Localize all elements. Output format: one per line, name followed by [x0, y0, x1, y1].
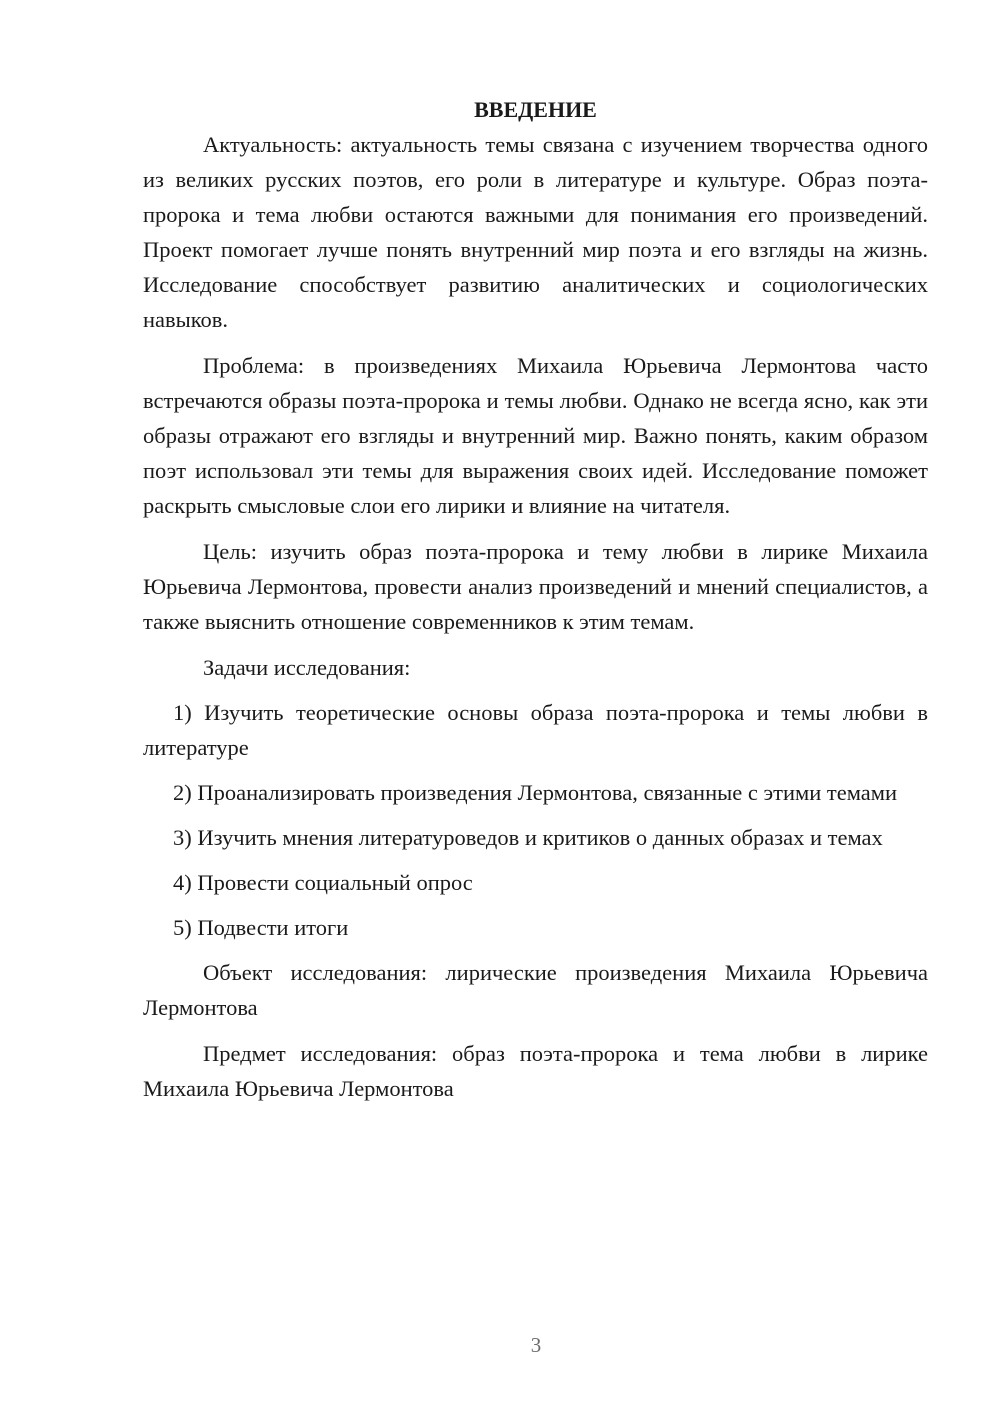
object-paragraph: Объект исследования: лирические произведения Михаила Юрьевича Лермонтова	[143, 960, 928, 1020]
goal-paragraph: Цель: изучить образ поэта-пророка и тему любви в лирике Михаила Юрьевича Лермонтова, провести анализ произведений и мнений специалистов, а также выяснить отношение современников к этим темам.	[143, 539, 928, 634]
task-item-5: 5) Подвести итоги	[173, 915, 349, 940]
task-item-3: 3) Изучить мнения литературоведов и критиков о данных образах и темах	[173, 825, 883, 850]
section-heading: ВВЕДЕНИЕ	[474, 97, 597, 122]
subject-paragraph: Предмет исследования: образ поэта-пророка и тема любви в лирике Михаила Юрьевича Лермонтова	[143, 1041, 928, 1101]
tasks-label: Задачи исследования:	[203, 655, 411, 680]
tasks-list	[143, 695, 928, 945]
task-item-2: 2) Проанализировать произведения Лермонтова, связанные с этими темами	[173, 780, 898, 805]
problem-paragraph: Проблема: в произведениях Михаила Юрьевича Лермонтова часто встречаются образы поэта-пророка и темы любви. Однако не всегда ясно, как эти образы отражают его взгляды и внутренний мир. Важно понять, каким образом поэт использовал эти темы для выражения своих идей. Исследование поможет раскрыть смысловые слои его лирики и влияние на читателя.	[143, 353, 928, 518]
relevance-paragraph: Актуальность: актуальность темы связана с изучением творчества одного из великих русских поэтов, его роли в литературе и культуре. Образ поэта-пророка и тема любви остаются важными для понимания его произведений. Проект помогает лучше понять внутренний мир поэта и его взгляды на жизнь. Исследование способствует развитию аналитических и социологических навыков.	[143, 132, 928, 332]
page-number: 3	[530, 1333, 542, 1357]
page-content	[143, 92, 928, 1117]
task-item-4: 4) Провести социальный опрос	[173, 870, 473, 895]
task-item-1: 1) Изучить теоретические основы образа поэта-пророка и темы любви в литературе	[143, 700, 928, 760]
